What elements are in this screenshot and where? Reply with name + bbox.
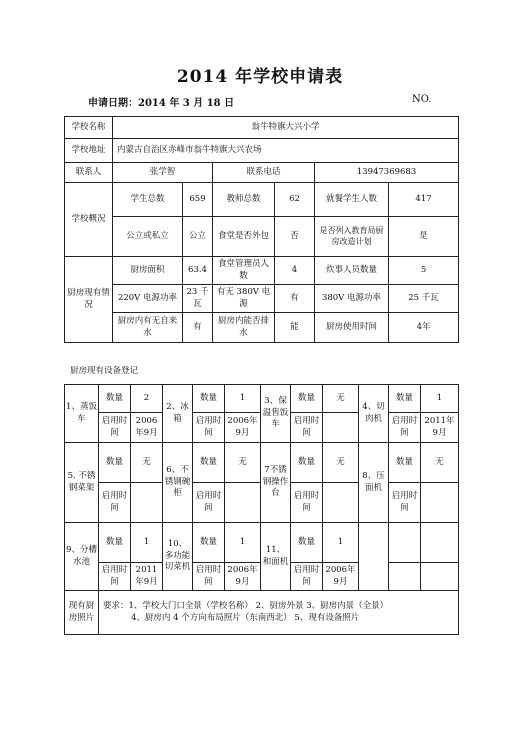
- photos-requirements: [99, 591, 459, 635]
- since-label: 启用时间: [193, 413, 225, 443]
- since-label: 启用时间: [193, 483, 225, 523]
- equip-7-qty: 无: [323, 443, 359, 483]
- students-value: 659: [183, 183, 213, 217]
- equipment-section-title: 厨房现有设备登记: [70, 366, 139, 376]
- school-type-value: 公立: [183, 217, 213, 257]
- kitchen-area-value: 63.4: [183, 257, 213, 285]
- kitchen-status-label: 厨房现有情况: [65, 257, 113, 343]
- equip-9-since: 2011年9月: [131, 563, 163, 591]
- equip-4-since: 2011年9月: [421, 413, 459, 443]
- equip-8-since: [421, 483, 459, 523]
- application-date: 申请日期：2014 年 3 月 18 日: [88, 98, 235, 109]
- equip-10-since: 2006年9月: [225, 563, 261, 591]
- equipment-table: [64, 384, 459, 635]
- qty-label: 数量: [291, 385, 323, 413]
- power-380v-value: 25 千瓦: [389, 285, 459, 313]
- qty-label: 数量: [291, 523, 323, 563]
- has-380v-value: 有: [275, 285, 315, 313]
- equip-11-name: 11、和面机: [261, 523, 291, 591]
- since-label: 启用时间: [291, 563, 323, 591]
- equip-11-since: 2006年9月: [323, 563, 359, 591]
- qty-label: 数量: [193, 385, 225, 413]
- outsourced-value: 否: [275, 217, 315, 257]
- school-info-table: [64, 116, 459, 343]
- school-name-label: 学校名称: [65, 117, 113, 139]
- equip-10-qty: 1: [225, 523, 261, 563]
- cooks-label: 炊事人员数量: [315, 257, 389, 285]
- equip-empty-qty: [421, 523, 459, 563]
- has-380v-label: 有无 380V 电源: [213, 285, 275, 313]
- qty-label: 数量: [99, 523, 131, 563]
- students-label: 学生总数: [113, 183, 183, 217]
- equip-9-name: 9、分槽水池: [65, 523, 99, 591]
- qty-label: 数量: [291, 443, 323, 483]
- equip-5-since: [131, 483, 163, 523]
- photos-line-1: 要求：1、学校大门口全景（学校名称） 2、厨房外景 3、厨房内景（全景）: [103, 601, 389, 612]
- phone-label: 联系电话: [213, 163, 315, 183]
- equip-empty-since-label: [389, 563, 421, 591]
- managers-label: 食堂管理员人数: [213, 257, 275, 285]
- qty-label: 数量: [389, 443, 421, 483]
- equip-6-qty: 无: [225, 443, 261, 483]
- equip-4-qty: 1: [421, 385, 459, 413]
- photos-label: 现有厨房照片: [65, 591, 99, 635]
- since-label: 启用时间: [99, 413, 131, 443]
- equip-7-since: [323, 483, 359, 523]
- equip-1-since: 2006年9月: [131, 413, 163, 443]
- equip-1-name: 1、蒸饭车: [65, 385, 99, 443]
- equip-2-since: 2006年9月: [225, 413, 261, 443]
- since-label: 启用时间: [99, 563, 131, 591]
- overview-label: 学校概况: [65, 183, 113, 257]
- kitchen-area-label: 厨房面积: [113, 257, 183, 285]
- equip-8-qty: 无: [421, 443, 459, 483]
- usage-years-label: 厨房使用时间: [315, 313, 389, 343]
- equip-6-since: [225, 483, 261, 523]
- drainage-label: 厨房内能否排水: [213, 313, 275, 343]
- renovation-plan-label: 是否列入教育局厨房改造计划: [315, 217, 389, 257]
- qty-label: 数量: [99, 443, 131, 483]
- school-type-label: 公立或私立: [113, 217, 183, 257]
- equip-10-name: 10、多功能切菜机: [163, 523, 193, 591]
- drainage-value: 能: [275, 313, 315, 343]
- cooks-value: 5: [389, 257, 459, 285]
- qty-label: 数量: [389, 385, 421, 413]
- renovation-plan-value: 是: [389, 217, 459, 257]
- equip-11-qty: 1: [323, 523, 359, 563]
- diners-value: 417: [389, 183, 459, 217]
- equip-1-qty: 2: [131, 385, 163, 413]
- qty-label: 数量: [193, 523, 225, 563]
- power-220v-value: 23 千瓦: [183, 285, 213, 313]
- qty-label: 数量: [193, 443, 225, 483]
- equip-2-name: 2、冰箱: [163, 385, 193, 443]
- teachers-value: 62: [275, 183, 315, 217]
- phone-number: 13947369683: [315, 163, 459, 183]
- equip-3-name: 3、保温售饭车: [261, 385, 291, 443]
- equip-9-qty: 1: [131, 523, 163, 563]
- diners-label: 就餐学生人数: [315, 183, 389, 217]
- equip-empty-since: [421, 563, 459, 591]
- since-label: 启用时间: [389, 483, 421, 523]
- equip-3-qty: 无: [323, 385, 359, 413]
- since-label: 启用时间: [99, 483, 131, 523]
- tap-water-label: 厨房内有无自来水: [113, 313, 183, 343]
- form-number: NO.: [412, 94, 432, 105]
- equip-4-name: 4、切肉机: [359, 385, 389, 443]
- managers-value: 4: [275, 257, 315, 285]
- photos-line-2: 4、厨房内 4 个方向布局照片（东南西北） 5、现有设备照片: [131, 612, 360, 623]
- power-220v-label: 220V 电源功率: [113, 285, 183, 313]
- equip-3-since: [323, 413, 359, 443]
- equip-5-qty: 无: [131, 443, 163, 483]
- qty-label: 数量: [99, 385, 131, 413]
- usage-years-value: 4年: [389, 313, 459, 343]
- equip-8-name: 8、压面机: [359, 443, 389, 523]
- since-label: 启用时间: [291, 483, 323, 523]
- contact-label: 联系人: [65, 163, 113, 183]
- school-name: 翁牛特旗大兴小学: [113, 117, 459, 139]
- teachers-label: 教师总数: [213, 183, 275, 217]
- since-label: 启用时间: [291, 413, 323, 443]
- equip-empty-name: [359, 523, 389, 591]
- tap-water-value: 有: [183, 313, 213, 343]
- page-title: 2014 年学校申请表: [176, 67, 344, 87]
- contact-person: 张学智: [113, 163, 213, 183]
- school-address-label: 学校地址: [65, 139, 113, 163]
- school-address: 内蒙古自治区赤峰市翁牛特旗大兴农场: [113, 139, 459, 163]
- outsourced-label: 食堂是否外包: [213, 217, 275, 257]
- equip-5-name: 5. 不锈钢菜架: [65, 443, 99, 523]
- equip-empty-qty-label: [389, 523, 421, 563]
- equip-6-name: 6、不锈钢碗柜: [163, 443, 193, 523]
- since-label: 启用时间: [193, 563, 225, 591]
- since-label: 启用时间: [389, 413, 421, 443]
- equip-7-name: 7不锈钢操作台: [261, 443, 291, 523]
- power-380v-label: 380V 电源功率: [315, 285, 389, 313]
- equip-2-qty: 1: [225, 385, 261, 413]
